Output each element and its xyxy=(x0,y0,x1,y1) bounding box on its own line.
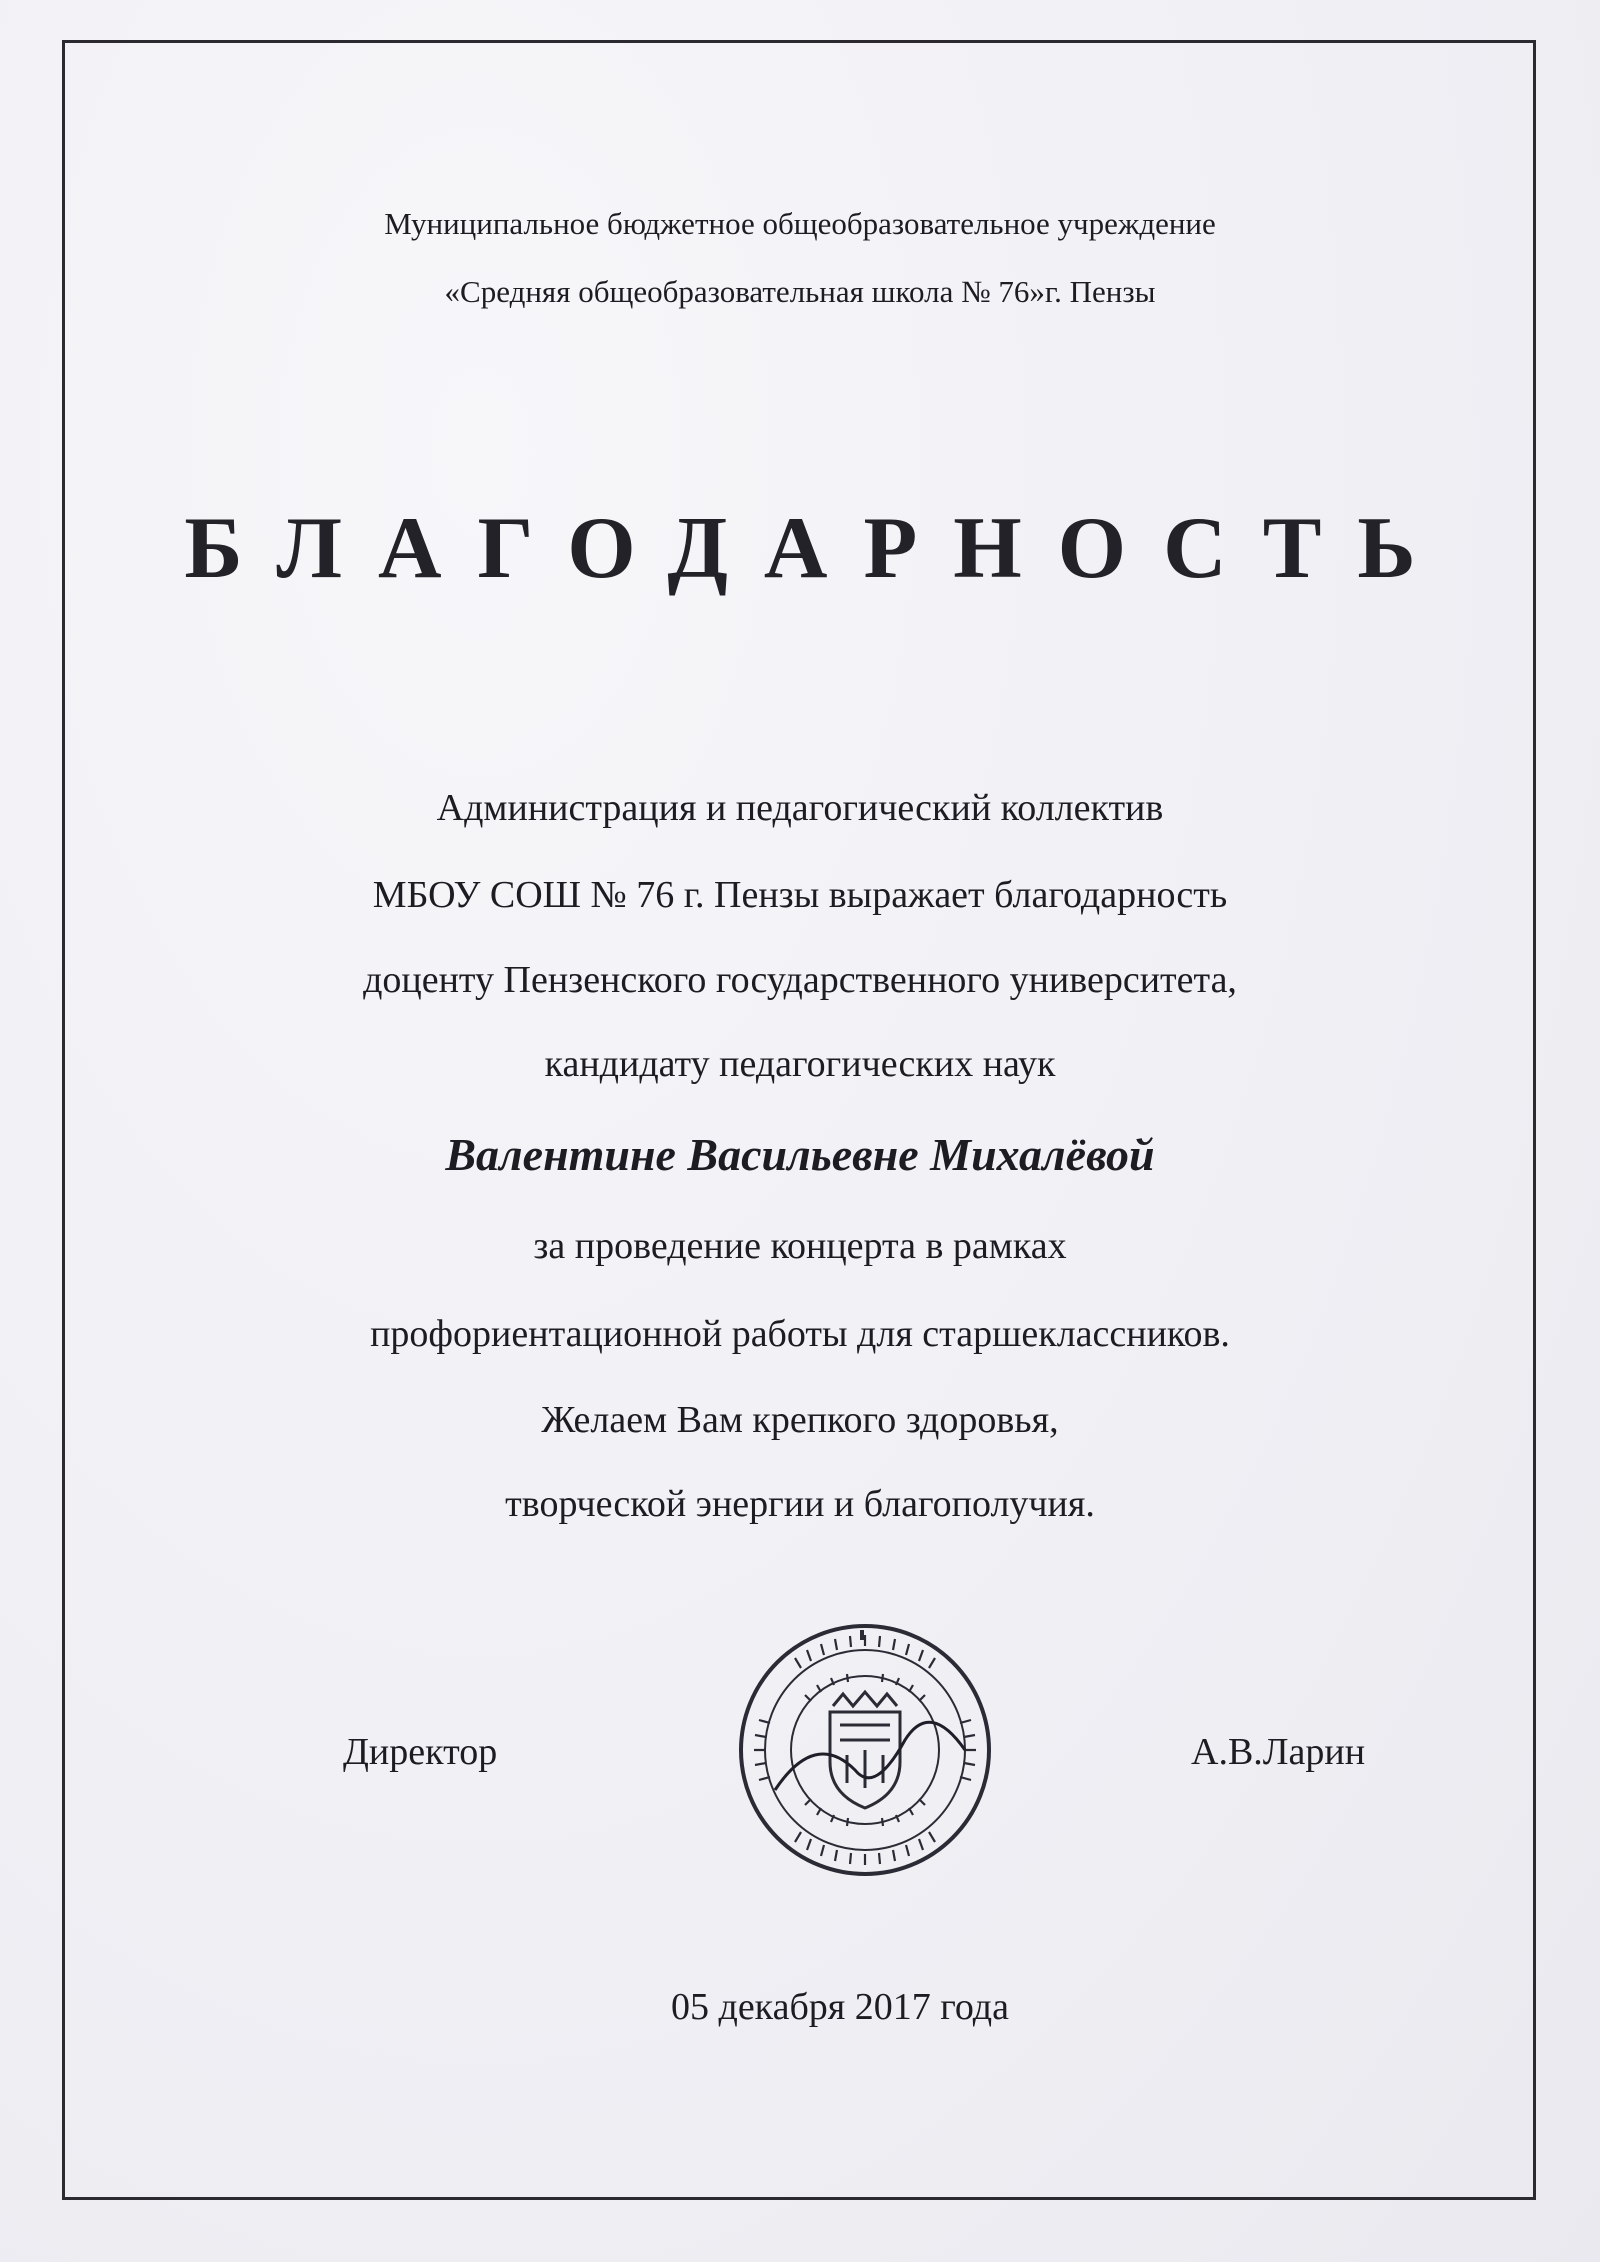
coat-of-arms-icon xyxy=(830,1692,900,1808)
body-line-3: доценту Пензенского государственного университета, xyxy=(363,959,1237,1001)
body-line-6: профориентационной работы для старшеклассников. xyxy=(370,1313,1230,1355)
body-line-2: МБОУ СОШ № 76 г. Пензы выражает благодарность xyxy=(372,874,1228,916)
body-line-1: Администрация и педагогический коллектив xyxy=(436,787,1164,829)
certificate-title: БЛАГОДАРНОСТЬ xyxy=(184,500,1452,597)
recipient-name: Валентине Васильевне Михалёвой xyxy=(445,1129,1155,1180)
signatory-role: Директор xyxy=(343,1731,498,1773)
official-seal xyxy=(735,1620,995,1880)
institution-line-2: «Средняя общеобразовательная школа № 76»г. Пензы xyxy=(444,274,1156,309)
body-line-7: Желаем Вам крепкого здоровья, xyxy=(541,1399,1059,1441)
institution-line-1: Муниципальное бюджетное общеобразовательное учреждение xyxy=(384,206,1216,241)
body-line-5: за проведение концерта в рамках xyxy=(533,1225,1067,1267)
seal-outer-ring-lettering xyxy=(860,1630,864,1640)
body-line-4: кандидату педагогических наук xyxy=(544,1043,1056,1085)
signatory-name: А.В.Ларин xyxy=(1191,1731,1366,1773)
body-line-8: творческой энергии и благополучия. xyxy=(505,1483,1095,1525)
issue-date: 05 декабря 2017 года xyxy=(670,1986,1009,2028)
